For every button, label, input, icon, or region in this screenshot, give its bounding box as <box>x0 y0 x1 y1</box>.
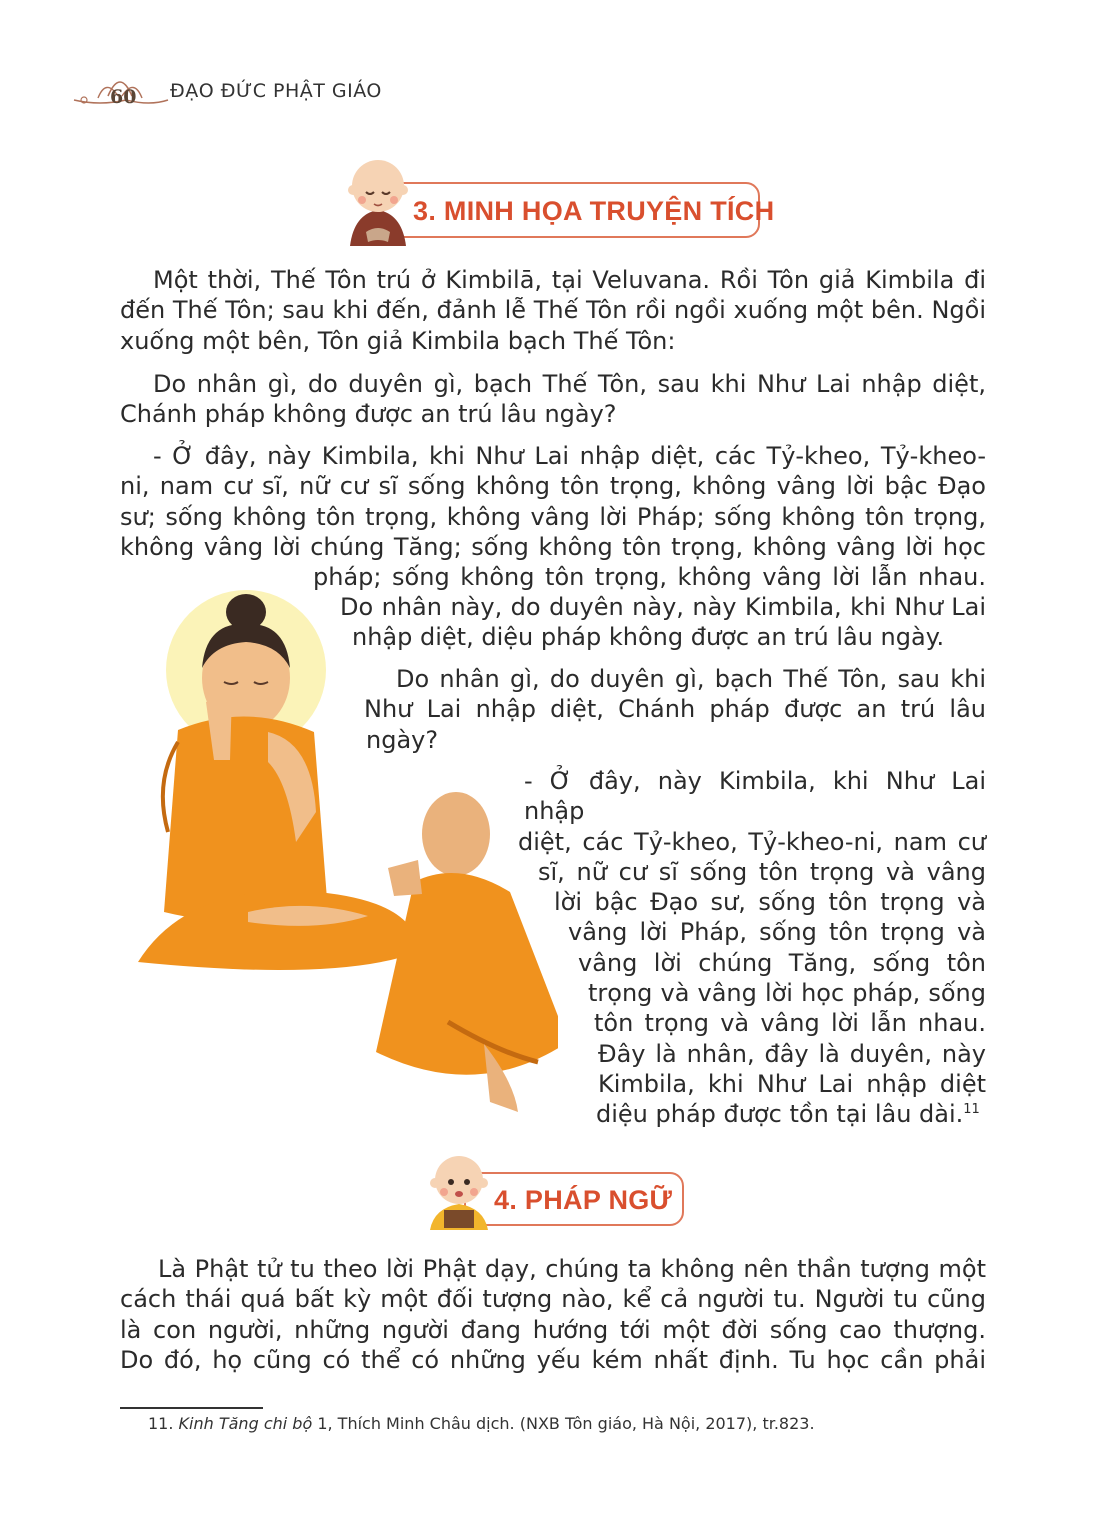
text-line: Do nhân gì, do duyên gì, bạch Thế Tôn, sau khi <box>396 665 986 693</box>
story-paragraph-2 <box>120 369 986 430</box>
story-paragraph-3-cont <box>313 562 986 592</box>
story-paragraph-3-cont <box>352 622 986 652</box>
text-line: diệt, các Tỷ-kheo, Tỷ-kheo-ni, nam cư <box>518 827 986 856</box>
page-header <box>70 66 390 116</box>
footnote <box>148 1414 815 1433</box>
footnote-number: 11. <box>148 1414 174 1433</box>
running-title: ĐẠO ĐỨC PHẬT GIÁO <box>170 80 382 102</box>
text-line: đến Thế Tôn; sau khi đến, đảnh lễ Thế Tôn rồi ngồi xuống một bên. Ngồi <box>120 296 986 325</box>
story-paragraph-3 <box>120 441 986 562</box>
section-heading-3 <box>340 152 775 252</box>
text-line: Chánh pháp không được an trú lâu ngày? <box>120 400 617 429</box>
text-line: nhập diệt, diệu pháp không được an trú lâu ngày. <box>352 623 945 651</box>
text-line: trọng và vâng lời học pháp, sống <box>588 979 986 1008</box>
text-line: Một thời, Thế Tôn trú ở Kimbilā, tại Veluvana. Rồi Tôn giả Kimbila đi <box>153 266 986 294</box>
footnote-source-details: 1, Thích Minh Châu dịch. (NXB Tôn giáo, Hà Nội, 2017), tr.823. <box>312 1414 815 1433</box>
text-line: xuống một bên, Tôn giả Kimbila bạch Thế Tôn: <box>120 326 676 355</box>
text-line: - Ở đây, này Kimbila, khi Như Lai nhập <box>524 767 986 826</box>
phap-ngu-paragraph <box>120 1254 986 1375</box>
text-line: tôn trọng và vâng lời lẫn nhau. <box>594 1009 986 1038</box>
text-line: Do nhân này, do duyên này, này Kimbila, khi Như Lai <box>340 593 986 621</box>
text-line: là con người, những người đang hướng tới một đời sống cao thượng. <box>120 1315 986 1344</box>
text-line: Kimbila, khi Như Lai nhập diệt <box>598 1069 986 1098</box>
section-title: 3. MINH HỌA TRUYỆN TÍCH <box>413 196 775 226</box>
section-title: 4. PHÁP NGỮ <box>494 1185 673 1215</box>
section-heading-4 <box>424 1150 684 1236</box>
text-line: sư; sống không tôn trọng, không vâng lời Pháp; sống không tôn trọng, <box>120 502 986 531</box>
text-line: vâng lời Pháp, sống tôn trọng và <box>568 918 986 947</box>
story-paragraph-1 <box>120 265 986 356</box>
footnote-source-title: Kinh Tăng chi bộ <box>178 1414 313 1433</box>
text-line: Do đó, họ cũng có thể có những yếu kém nhất định. Tu học cần phải <box>120 1345 986 1374</box>
story-paragraph-4 <box>364 664 986 755</box>
text-line: Đây là nhân, đây là duyên, này <box>598 1039 986 1068</box>
page-number: 60 <box>110 86 137 108</box>
text-line <box>596 1099 986 1129</box>
story-paragraph-3-cont <box>340 592 986 622</box>
text-line: không vâng lời chúng Tăng; sống không tôn trọng, không vâng lời học <box>120 532 986 561</box>
text-line: sĩ, nữ cư sĩ sống tôn trọng và vâng <box>538 857 986 886</box>
text-line: vâng lời chúng Tăng, sống tôn <box>578 948 986 977</box>
footnote-reference[interactable]: 11 <box>963 1102 980 1118</box>
footnote-divider <box>120 1407 263 1409</box>
text-line: Do nhân gì, do duyên gì, bạch Thế Tôn, sau khi Như Lai nhập diệt, <box>153 370 986 398</box>
child-monk-reading-icon <box>424 1150 494 1232</box>
text-line: ngày? <box>366 725 439 754</box>
text-line: Như Lai nhập diệt, Chánh pháp được an trú lâu <box>364 695 986 724</box>
text-line: - Ở đây, này Kimbila, khi Như Lai nhập diệt, các Tỷ-kheo, Tỷ-kheo- <box>153 442 986 470</box>
text-line-content: diệu pháp được tồn tại lâu dài. <box>596 1100 964 1129</box>
story-paragraph-5 <box>0 766 986 1130</box>
text-line: ni, nam cư sĩ, nữ cư sĩ sống không tôn trọng, không vâng lời bậc Đạo <box>120 472 986 501</box>
text-line: cách thái quá bất kỳ một đối tượng nào, kể cả người tu. Người tu cũng <box>120 1285 986 1314</box>
text-line: pháp; sống không tôn trọng, không vâng lời lẫn nhau. <box>313 563 986 591</box>
text-line: Là Phật tử tu theo lời Phật dạy, chúng ta không nên thần tượng một <box>158 1255 986 1283</box>
monk-mascot-icon <box>340 152 416 250</box>
text-line: lời bậc Đạo sư, sống tôn trọng và <box>554 888 986 917</box>
